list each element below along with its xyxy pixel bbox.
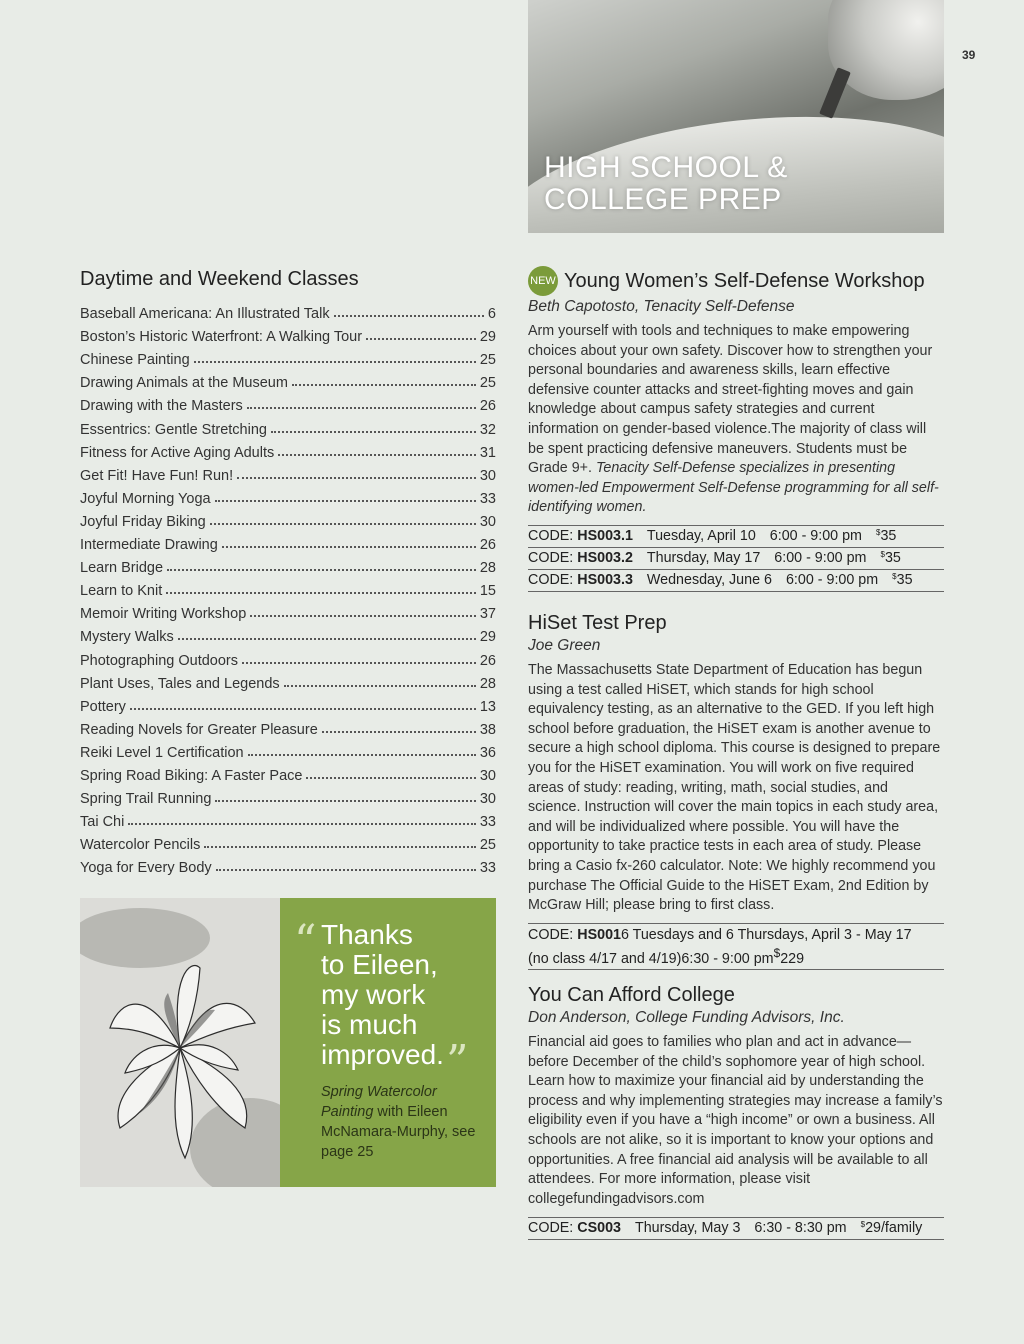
class-index-item [80, 438, 496, 461]
dot-leader [334, 315, 484, 317]
class-index-item [80, 715, 496, 738]
class-index-page: 28 [479, 560, 496, 577]
class-index-title: Learn to Knit [80, 583, 163, 600]
dot-leader [130, 708, 476, 710]
code-value: HS003.1 [577, 527, 633, 544]
class-index-item [80, 507, 496, 530]
class-index-item [80, 322, 496, 345]
dot-leader [242, 662, 476, 664]
class-index-title: Photographing Outdoors [80, 652, 238, 669]
code-note: (no class 4/17 and 4/19) [528, 950, 682, 967]
code-price: 29/family [865, 1220, 923, 1237]
class-index-item [80, 599, 496, 622]
course-description: The Massachusetts State Department of Education has begun using a test called HiSET, which stands for high school equivalency testing, as an alternative to the GED. If you left high school before graduation, the HiSET exam is another avenue to secure a high school diploma. This course is designed to prepare you for the HiSET examination. You will work on five required areas of study: reading, writing, math, social studies, and science. Instruction will cover the main topics in each study area, and will be individualized where possible. You will have the opportunity to take practice tests in each area of study. Please bring a Casio fx-260 calculator. Note: We highly recommend you purchase The Official Guide to the HiSET Exam, 2nd Edition by McGraw Hill; please bring to first class. [528, 662, 941, 914]
class-index-title: Joyful Morning Yoga [80, 490, 211, 507]
class-index-item [80, 484, 496, 507]
class-index-item [80, 576, 496, 599]
dot-leader [292, 384, 476, 386]
class-index-item [80, 645, 496, 668]
class-index-item [80, 391, 496, 414]
class-index-item [80, 299, 496, 322]
dot-leader [284, 685, 476, 687]
code-price: 35 [884, 549, 901, 566]
code-day: Thursday, May 17 [646, 549, 761, 566]
class-index-page: 33 [479, 860, 496, 877]
class-index-title: Get Fit! Have Fun! Run! [80, 467, 234, 484]
course-title [528, 612, 944, 635]
code-label: CODE: [528, 571, 574, 588]
class-index-title: Tai Chi [80, 814, 125, 831]
dot-leader [166, 592, 476, 594]
currency-symbol: $ [880, 549, 885, 559]
dot-leader [167, 569, 476, 571]
page-number: 39 [962, 48, 976, 62]
code-day: Wednesday, June 6 [646, 571, 772, 588]
session-code-row [528, 525, 944, 547]
class-index-item [80, 345, 496, 368]
code-day: Tuesday, April 10 [646, 527, 756, 544]
class-index-title: Learn Bridge [80, 560, 164, 577]
dot-leader [215, 500, 476, 502]
class-index-title: Boston’s Historic Waterfront: A Walking Tour [80, 329, 363, 346]
session-code-row [528, 569, 944, 592]
dot-leader [210, 523, 476, 525]
class-index-title: Spring Trail Running [80, 791, 212, 808]
dot-leader [366, 338, 476, 340]
pencil-graphic [819, 67, 851, 119]
new-badge: NEW [528, 266, 558, 296]
class-index-list [80, 299, 496, 876]
quote-line: my work [321, 979, 426, 1010]
dot-leader [271, 431, 476, 433]
class-index-page: 15 [479, 583, 496, 600]
quote-line: improved. [321, 1039, 444, 1070]
class-index-page: 26 [479, 652, 496, 669]
course-instructor: Joe Green [528, 637, 601, 654]
header-photo [528, 0, 944, 233]
class-index-page: 25 [479, 837, 496, 854]
class-index-item [80, 622, 496, 645]
class-index-title: Essentrics: Gentle Stretching [80, 421, 267, 438]
class-index-title: Plant Uses, Tales and Legends [80, 675, 280, 692]
class-index-page: 32 [479, 421, 496, 438]
class-index-page: 37 [479, 606, 496, 623]
code-day: Thursday, May 3 [634, 1220, 741, 1237]
class-index-page: 13 [479, 698, 496, 715]
daytime-classes-section [80, 268, 496, 876]
section-title-line2: COLLEGE PREP [544, 183, 782, 216]
class-index-title: Pottery [80, 698, 126, 715]
code-label: CODE: [528, 527, 574, 544]
course-description [528, 322, 944, 518]
watercolor-flower-image [80, 898, 280, 1187]
class-index-page: 30 [479, 513, 496, 530]
quote-attribution [321, 1082, 491, 1162]
dot-leader [237, 477, 476, 479]
class-index-item [80, 807, 496, 830]
course-instructor: Beth Capotosto, Tenacity Self-Defense [528, 298, 795, 315]
class-index-title: Baseball Americana: An Illustrated Talk [80, 306, 330, 323]
quote-panel [280, 898, 496, 1187]
quote-line: Thanks [321, 919, 413, 950]
class-index-title: Fitness for Active Aging Adults [80, 444, 275, 461]
dot-leader [215, 800, 475, 802]
dot-leader [247, 407, 476, 409]
open-quote-mark: “ [294, 916, 317, 967]
code-price: 229 [780, 950, 805, 967]
class-index-page: 25 [479, 352, 496, 369]
class-index-page: 28 [479, 675, 496, 692]
session-code-row [528, 1217, 944, 1240]
session-code [528, 923, 944, 971]
code-label: CODE: [528, 549, 574, 566]
class-index-page: 30 [479, 791, 496, 808]
class-index-page: 29 [479, 629, 496, 646]
dot-leader [250, 615, 476, 617]
class-index-title: Reading Novels for Greater Pleasure [80, 721, 318, 738]
class-index-item [80, 669, 496, 692]
description-text: Arm yourself with tools and techniques to make empowering choices about your own safety. Discover how to strengthen your personal boundaries and awareness skills, learn effective defensive counter attacks and street-fighting moves and gain knowledge about campus safety strategies and current information on gender-based violence.The majority of class will be spent practicing defensive maneuvers. Students must be Grade 9+. [528, 323, 933, 477]
class-index-title: Drawing with the Masters [80, 398, 243, 415]
session-codes [528, 525, 944, 592]
code-value: HS003.3 [577, 571, 633, 588]
dot-leader [278, 454, 476, 456]
code-label: CODE: [528, 926, 574, 943]
class-index-title: Drawing Animals at the Museum [80, 375, 288, 392]
quote-line: is much [321, 1009, 418, 1040]
course-description: Financial aid goes to families who plan and act in advance—before December of the child’s sophomore year of high school. Learn how to maximize your financial aid by understanding the process and why implementing strategies may increase a family’s eligibility even if you have a “high income” or own a business. All schools are not alike, so it is important to know your options and opportunities. A free financial aid analysis will be available to all attendees. For more information, please visit collegefundingadvisors.com [528, 1034, 943, 1207]
class-index-item [80, 368, 496, 391]
class-index-title: Reiki Level 1 Certification [80, 744, 244, 761]
dot-leader [322, 731, 476, 733]
class-index-item [80, 553, 496, 576]
code-time: 6:30 - 9:00 pm [681, 950, 774, 967]
class-index-item [80, 738, 496, 761]
class-index-title: Chinese Painting [80, 352, 190, 369]
class-index-item [80, 853, 496, 876]
class-index-page: 26 [479, 537, 496, 554]
quote-line: to Eileen, [321, 949, 438, 980]
section-title [544, 152, 788, 216]
session-code-row [528, 547, 944, 569]
code-time: 6:00 - 9:00 pm [769, 527, 862, 544]
flower-illustration [80, 898, 280, 1187]
currency-symbol: $ [773, 945, 781, 960]
class-index-title: Joyful Friday Biking [80, 513, 206, 530]
class-index-item [80, 692, 496, 715]
code-price: 35 [880, 527, 897, 544]
testimonial-box [80, 898, 496, 1187]
class-index-page: 33 [479, 490, 496, 507]
currency-symbol: $ [892, 571, 897, 581]
code-time: 6:00 - 9:00 pm [785, 571, 879, 588]
class-index-title: Spring Road Biking: A Faster Pace [80, 767, 303, 784]
class-index-title: Watercolor Pencils [80, 837, 201, 854]
course-title [528, 984, 944, 1007]
attribution-course: Spring Watercolor Painting [321, 1084, 437, 1120]
class-index-page: 30 [479, 467, 496, 484]
code-schedule: 6 Tuesdays and 6 Thursdays, April 3 - May 17 [620, 926, 912, 943]
currency-symbol: $ [875, 527, 881, 537]
code-value: CS003 [577, 1220, 621, 1237]
class-index-page: 33 [479, 814, 496, 831]
code-value: HS003.2 [577, 549, 633, 566]
class-index-title: Memoir Writing Workshop [80, 606, 247, 623]
dot-leader [178, 638, 476, 640]
dot-leader [194, 361, 476, 363]
class-index-page: 38 [479, 721, 496, 738]
class-index-page: 29 [479, 329, 496, 346]
class-index-item [80, 761, 496, 784]
course-title-text: You Can Afford College [528, 984, 735, 1006]
class-index-page: 25 [479, 375, 496, 392]
code-time: 6:00 - 9:00 pm [774, 549, 867, 566]
class-index-item [80, 830, 496, 853]
class-index-title: Yoga for Every Body [80, 860, 212, 877]
description-italic: Tenacity Self-Defense specializes in presenting women-led Empowerment Self-Defense programming for all self-identifying women. [528, 460, 939, 516]
class-index-item [80, 784, 496, 807]
class-index-page: 26 [479, 398, 496, 415]
course-afford-college [528, 984, 944, 1240]
class-index-item [80, 414, 496, 437]
class-index-title: Mystery Walks [80, 629, 174, 646]
course-instructor: Don Anderson, College Funding Advisors, Inc. [528, 1009, 845, 1026]
class-index-page: 6 [487, 306, 496, 323]
class-index-item [80, 461, 496, 484]
course-hiset [528, 612, 944, 970]
code-time: 6:30 - 8:30 pm [754, 1220, 847, 1237]
dot-leader [222, 546, 476, 548]
session-codes [528, 1217, 944, 1240]
class-index-page: 31 [479, 444, 496, 461]
class-index-page: 36 [479, 744, 496, 761]
class-index-item [80, 530, 496, 553]
code-price: 35 [896, 571, 913, 588]
section-title-line1: HIGH SCHOOL & [544, 151, 788, 184]
dot-leader [216, 869, 476, 871]
close-quote-mark: ” [446, 1036, 469, 1087]
class-index-page: 30 [479, 767, 496, 784]
course-self-defense [528, 266, 944, 592]
dot-leader [204, 846, 476, 848]
class-index-title: Intermediate Drawing [80, 537, 218, 554]
course-title-text: Young Women’s Self-Defense Workshop [564, 269, 925, 292]
course-title [528, 266, 944, 296]
code-label: CODE: [528, 1220, 574, 1237]
dot-leader [128, 823, 476, 825]
attribution-rest: with Eileen McNamara-Murphy, see page 25 [321, 1104, 476, 1160]
currency-symbol: $ [860, 1220, 866, 1230]
daytime-classes-heading: Daytime and Weekend Classes [80, 268, 359, 290]
code-value: HS001 [577, 926, 621, 943]
course-title-text: HiSet Test Prep [528, 612, 667, 634]
dot-leader [248, 754, 476, 756]
dot-leader [306, 777, 475, 779]
